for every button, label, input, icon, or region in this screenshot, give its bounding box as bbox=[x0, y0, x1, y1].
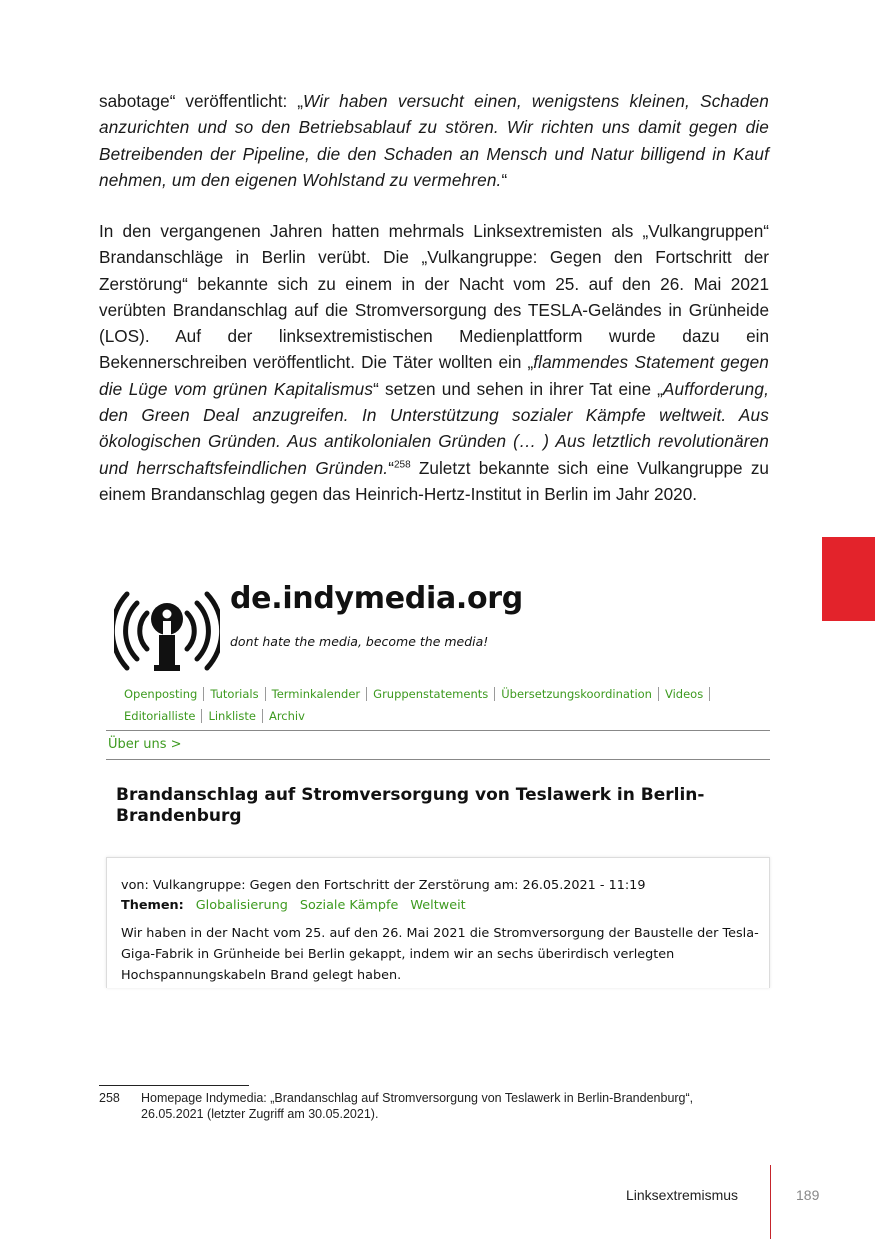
footnote-text: Homepage Indymedia: „Brandanschlag auf Stromversorgung von Teslawerk in Berlin-Brandenburg“, 26.05.2021 (letzter Zugriff am 30.05.2021). bbox=[141, 1091, 694, 1121]
topic-weltweit[interactable]: Weltweit bbox=[410, 898, 466, 913]
text: “ bbox=[388, 457, 394, 478]
nav-item-openposting[interactable]: Openposting bbox=[118, 687, 204, 701]
article-headline: Brandanschlag auf Stromversorgung von Teslawerk in Berlin-Brandenburg bbox=[116, 785, 705, 826]
topics-label: Themen: bbox=[121, 898, 184, 913]
topic-soziale-kaempfe[interactable]: Soziale Kämpfe bbox=[299, 898, 399, 913]
indymedia-logo-icon bbox=[114, 583, 220, 675]
quote: Aufforderung, den Green Deal anzugreifen. In Unterstützung sozialer Kämpfe weltweit. Aus ökologischen Gründen. Aus antikolonialen Gründen (… ) Aus letztlich revolutionären und herrschaftsfeindlichen Gründen. bbox=[99, 378, 769, 478]
about-divider bbox=[106, 759, 770, 760]
nav-item-editorialliste[interactable]: Editorialliste bbox=[118, 709, 202, 723]
nav-item-archiv[interactable]: Archiv bbox=[268, 709, 305, 723]
quote: flammendes Statement gegen die Lüge vom grünen Kapitalismus bbox=[99, 352, 769, 399]
topic-globalisierung[interactable]: Globalisierung bbox=[195, 898, 288, 913]
article-body: Wir haben in der Nacht vom 25. auf den 26. Mai 2021 die Stromversorgung der Baustelle der Tesla-Giga-Fabrik in Grünheide bei Berlin gekappt, indem wir an sechs überirdisch verlegten Hochspannungskabeln Brand gelegt haben. bbox=[121, 926, 759, 983]
footer-divider bbox=[770, 1165, 771, 1239]
site-nav bbox=[118, 683, 768, 727]
article-topics bbox=[121, 898, 478, 913]
nav-row-2 bbox=[118, 705, 768, 727]
indymedia-screenshot bbox=[106, 573, 770, 987]
text: “ setzen und sehen in ihrer Tat eine „ bbox=[373, 378, 663, 399]
nav-row-1 bbox=[118, 683, 768, 705]
nav-item-terminkalender[interactable]: Terminkalender bbox=[266, 687, 368, 701]
about-link[interactable]: Über uns > bbox=[108, 737, 182, 752]
nav-item-linkliste[interactable]: Linkliste bbox=[202, 709, 263, 723]
footnote-number: 258 bbox=[99, 1091, 120, 1105]
nav-item-videos[interactable]: Videos bbox=[659, 687, 710, 701]
text: sabotage“ veröffentlicht: „ bbox=[99, 91, 303, 111]
article-byline: von: Vulkangruppe: Gegen den Fortschritt der Zerstörung am: 26.05.2021 - 11:19 bbox=[121, 878, 646, 893]
chapter-tab-marker bbox=[822, 537, 875, 621]
paragraph-intro bbox=[99, 88, 769, 193]
footnote-divider bbox=[99, 1085, 249, 1086]
article-card bbox=[106, 857, 770, 988]
nav-item-uebersetzungskoordination[interactable]: Übersetzungskoordination bbox=[495, 687, 659, 701]
nav-divider bbox=[106, 730, 770, 731]
text: “ bbox=[501, 169, 508, 190]
footer-section-title: Linksextremismus bbox=[626, 1187, 739, 1203]
site-tagline: dont hate the media, become the media! bbox=[230, 634, 489, 649]
text: In den vergangenen Jahren hatten mehrmals Linksextremisten als „Vulkangruppen“ Brandanschläge in Berlin verübt. Die „Vulkangruppe: Gegen den Fortschritt der Zerstörung“ bekannte sich zu einem in der Nacht vom 25. auf den 26. Mai 2021 verübten Brandanschlag auf die Stromversorgung des TESLA-Geländes in Grünheide (LOS). Auf der linksextremistischen Medienplattform wurde dazu ein Bekennerschreiben veröffentlicht. Die Täter wollten ein „ bbox=[99, 221, 769, 373]
nav-item-gruppenstatements[interactable]: Gruppenstatements bbox=[367, 687, 495, 701]
footnote-ref[interactable]: 258 bbox=[393, 458, 411, 470]
nav-item-tutorials[interactable]: Tutorials bbox=[204, 687, 265, 701]
quote: Wir haben versucht einen, wenigstens kleinen, Schaden anzurichten und so den Betriebsablauf zu stören. Wir richten uns damit gegen die Betreibenden der Pipeline, die den Schaden an Mensch und Natur billigend in Kauf nehmen, um den eigenen Wohlstand zu vermehren. bbox=[99, 91, 769, 190]
page-number: 189 bbox=[796, 1187, 820, 1203]
text: Zuletzt bekannte sich eine Vulkangruppe zu einem Brandanschlag gegen das Heinrich-Hertz-Institut in Berlin im Jahr 2020. bbox=[99, 457, 769, 504]
paragraph-vulkangruppe bbox=[99, 218, 769, 507]
site-title: de.indymedia.org bbox=[230, 581, 523, 616]
